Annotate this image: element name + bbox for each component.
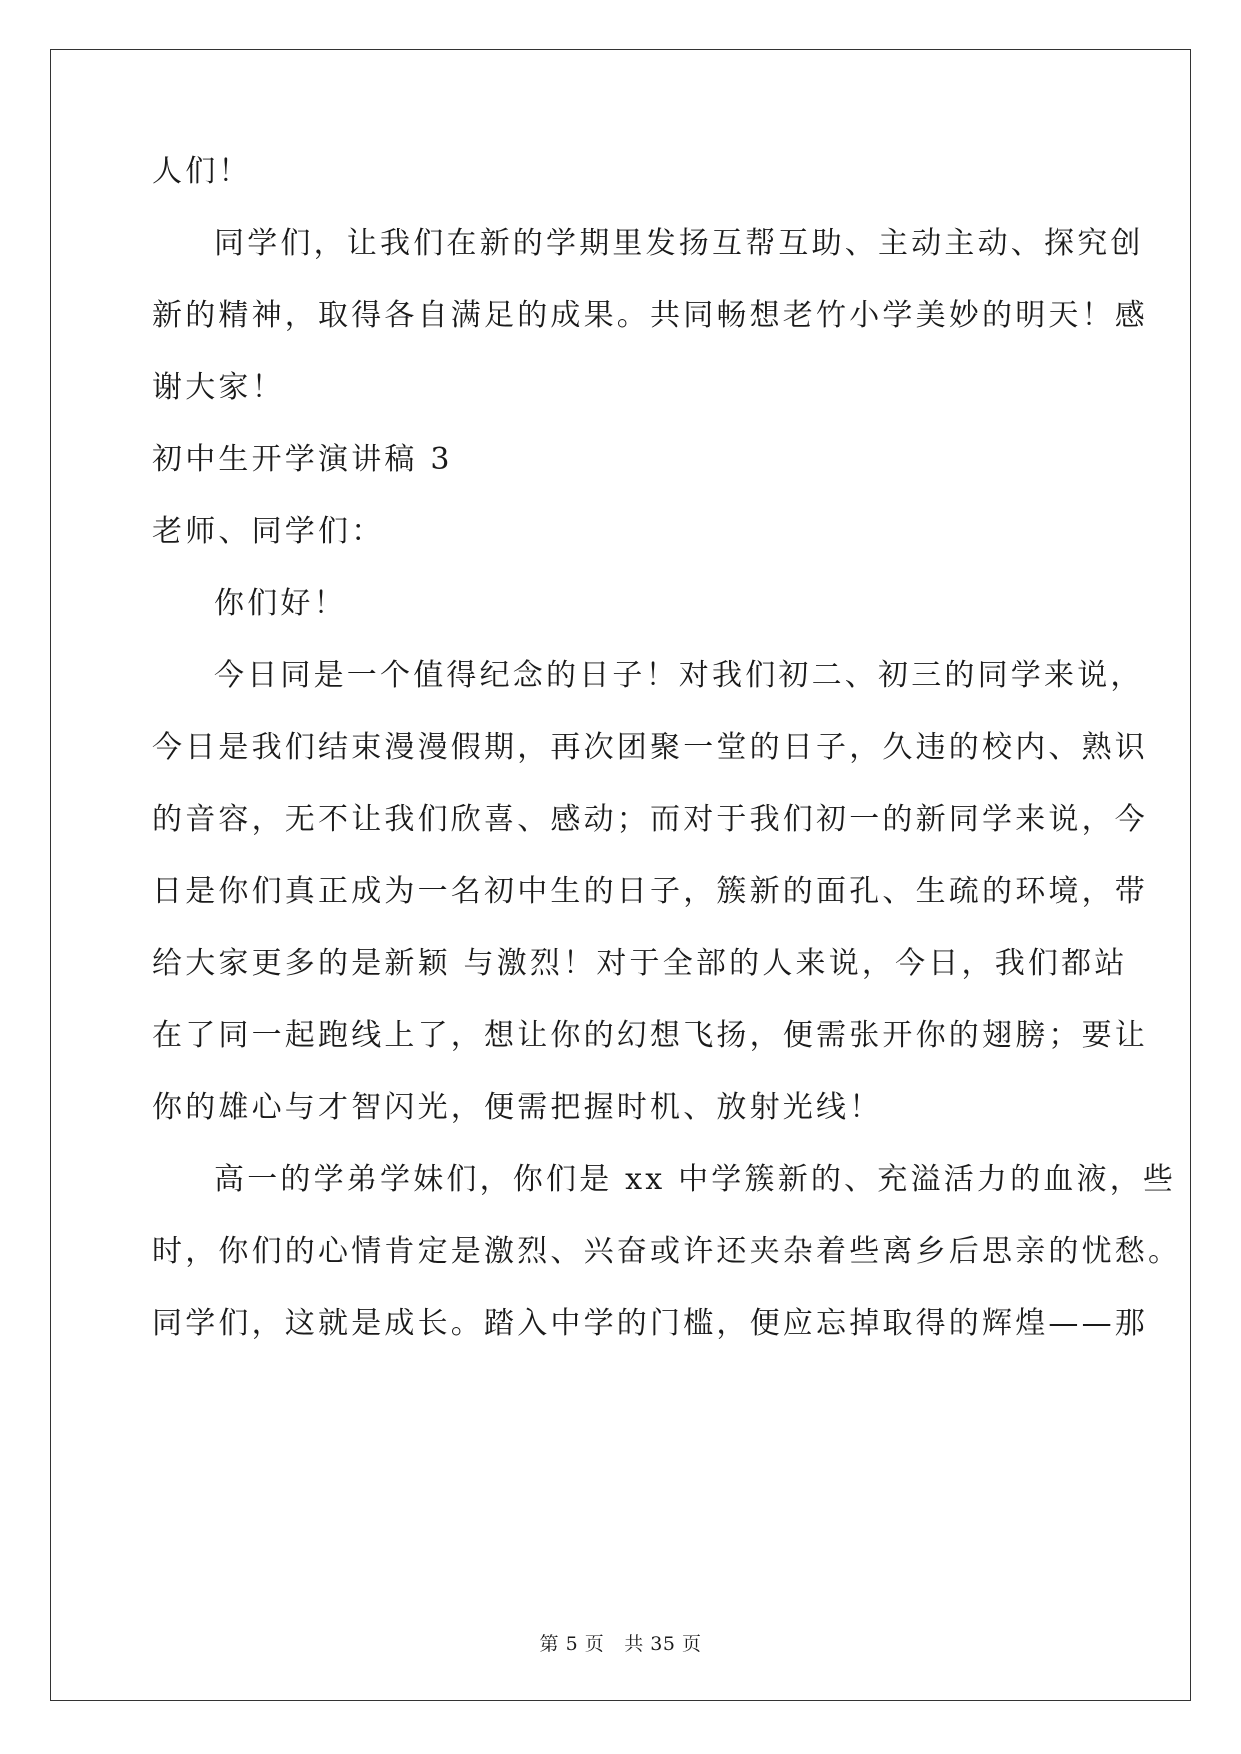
text-line: 给大家更多的是新颖 与激烈！对于全部的人来说，今日，我们都站: [152, 946, 1128, 981]
text-line: 人们！: [152, 154, 252, 189]
greeting: 你们好！: [214, 586, 347, 621]
text-line: 的音容，无不让我们欣喜、感动；而对于我们初一的新同学来说，今: [152, 802, 1148, 837]
page-total: 共 35 页: [624, 1633, 702, 1655]
paragraph-first-line: 同学们，让我们在新的学期里发扬互帮互助、主动主动、探究创: [214, 226, 1144, 261]
page-footer: [0, 1632, 1241, 1656]
text-line: 今日是我们结束漫漫假期，再次团聚一堂的日子，久违的校内、熟识: [152, 730, 1148, 765]
salutation: 老师、同学们：: [152, 514, 385, 549]
page-number: 第 5 页: [539, 1633, 605, 1655]
text-line: 时，你们的心情肯定是激烈、兴奋或许还夹杂着些离乡后思亲的忧愁。: [152, 1234, 1182, 1269]
text-line: 你的雄心与才智闪光，便需把握时机、放射光线！: [152, 1090, 883, 1125]
text-line: 同学们，这就是成长。踏入中学的门槛，便应忘掉取得的辉煌——那: [152, 1306, 1148, 1341]
text-line: 日是你们真正成为一名初中生的日子，簇新的面孔、生疏的环境，带: [152, 874, 1148, 909]
text-line: 在了同一起跑线上了，想让你的幻想飞扬，便需张开你的翅膀；要让: [152, 1018, 1148, 1053]
text-line: 谢大家！: [152, 370, 285, 405]
paragraph-first-line: 今日同是一个值得纪念的日子！对我们初二、初三的同学来说，: [214, 658, 1144, 693]
text-line: 新的精神，取得各自满足的成果。共同畅想老竹小学美妙的明天！感: [152, 298, 1148, 333]
paragraph-first-line: 高一的学弟学妹们，你们是 xx 中学簇新的、充溢活力的血液，些: [214, 1162, 1177, 1197]
section-heading: 初中生开学演讲稿 3: [152, 442, 453, 477]
